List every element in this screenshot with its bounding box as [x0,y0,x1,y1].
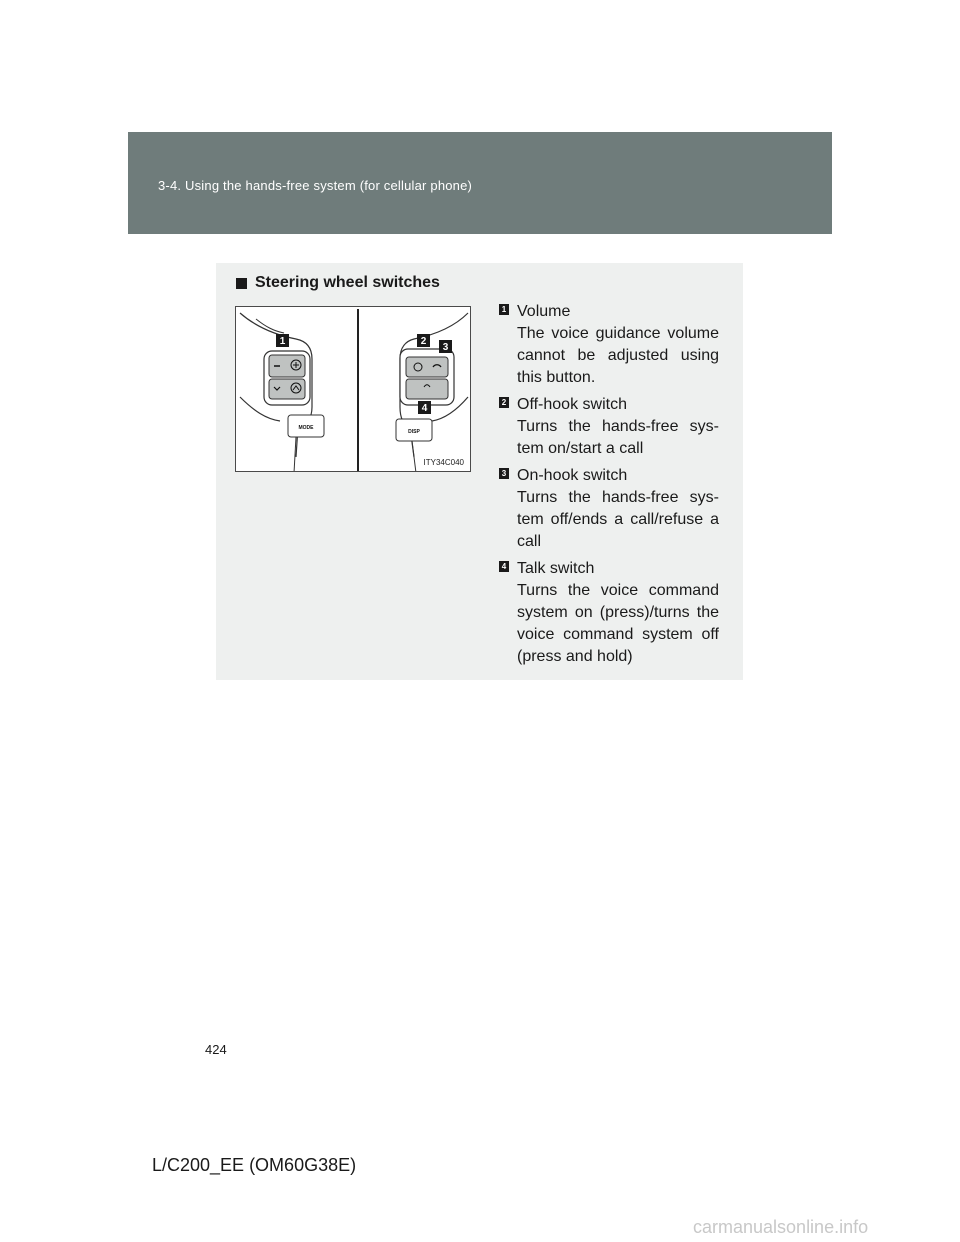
square-bullet-icon [236,278,247,289]
item-title: On-hook switch [517,467,628,484]
disp-button-label: DISP [408,429,420,435]
switch-item-list [499,301,719,673]
watermark: carmanualsonline.info [693,1217,869,1237]
figure-code: ITY34C040 [423,458,464,467]
callout-3: 3 [442,342,449,353]
steering-wheel-figure [235,306,471,472]
callout-2: 2 [420,336,427,347]
list-item [499,465,719,553]
item-description: Turns the voice command system on (press)/turns the voice command system off (press and hold) [517,582,719,665]
item-description: Turns the hands-free sys-tem on/start a call [517,418,719,457]
mode-button-label: MODE [298,425,314,431]
item-number-badge: 2 [499,397,509,408]
document-code: L/C200_EE (OM60G38E) [152,1155,357,1175]
panel-title [236,274,440,292]
item-number-badge: 3 [499,468,509,479]
section-breadcrumb: 3-4. Using the hands-free system (for cellular phone) [158,178,473,193]
list-item [499,558,719,668]
callout-4: 4 [421,403,428,414]
item-number-badge: 4 [499,561,509,572]
item-title: Volume [517,303,571,320]
callout-1: 1 [279,336,286,347]
item-title: Talk switch [517,560,595,577]
item-title: Off-hook switch [517,396,627,413]
list-item [499,301,719,389]
panel-title-text: Steering wheel switches [255,274,440,291]
steering-wheel-illustration [236,307,471,472]
item-description: Turns the hands-free sys-tem off/ends a call/refuse a call [517,489,719,550]
section-header [128,132,832,234]
item-description: The voice guidance volume cannot be adjusted using this button. [517,325,719,386]
steering-switches-panel [216,263,743,680]
list-item [499,394,719,460]
page-number: 424 [205,1042,227,1057]
item-number-badge: 1 [499,304,509,315]
